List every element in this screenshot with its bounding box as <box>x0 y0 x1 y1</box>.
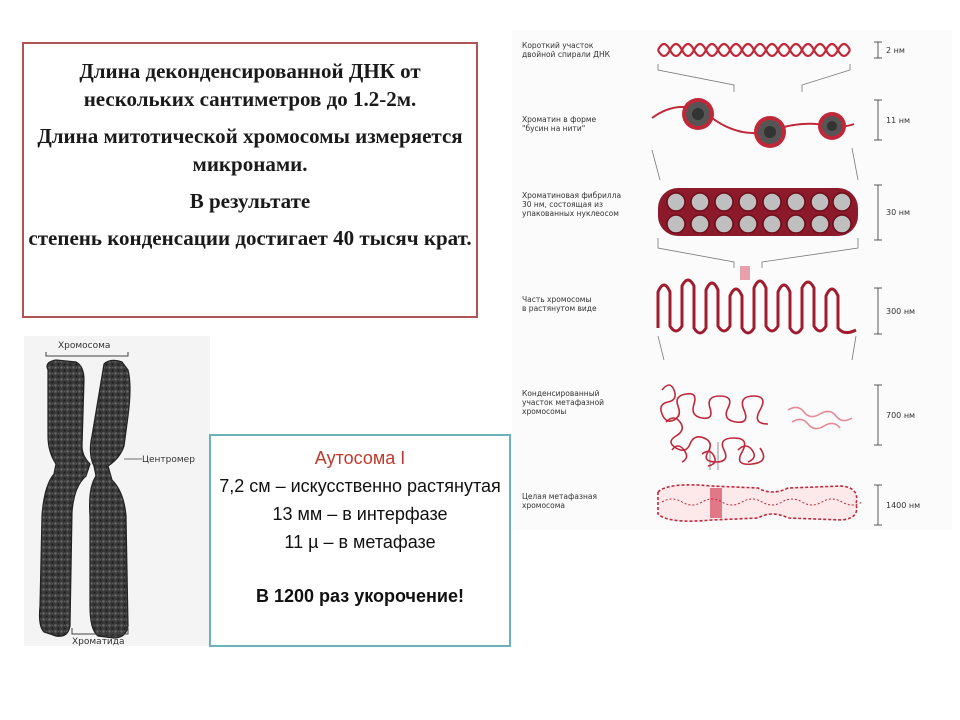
level5-label-b: участок метафазной <box>522 398 605 407</box>
scale-30nm: 30 нм <box>886 208 910 217</box>
scale-11nm: 11 нм <box>886 116 910 125</box>
level5-label-a: Конденсированный <box>522 389 600 398</box>
condensation-text-box <box>22 42 478 318</box>
stretched-length: 7,2 см – искусственно растянутая <box>219 476 501 496</box>
scale-1400nm: 1400 нм <box>886 501 921 510</box>
level3-label-b: 30 нм, состоящая из <box>522 200 603 209</box>
interphase-length: 13 мм – в интерфазе <box>272 504 448 524</box>
chromatid-label: Хроматида <box>72 637 125 646</box>
chromosome-length-text: Длина митотической хромосомы измеряется микронами. <box>37 124 463 176</box>
scale-700nm: 700 нм <box>886 411 916 420</box>
level4-label-b: в растянутом виде <box>522 304 597 313</box>
scale-2nm: 2 нм <box>886 46 905 55</box>
level4-label-a: Часть хромосомы <box>522 295 592 304</box>
dna-length-text: Длина деконденсированной ДНК от нескольких сантиметров до 1.2-2м. <box>79 59 421 111</box>
level6-label-a: Целая метафазная <box>522 492 597 501</box>
level3-label-a: Хроматиновая фибрилла <box>522 191 622 200</box>
metaphase-length: 11 µ – в метафазе <box>284 532 436 552</box>
chromatin-fibre <box>658 188 858 236</box>
level6-label-b: хромосома <box>522 501 566 510</box>
level1-label-b: двойной спирали ДНК <box>522 50 610 59</box>
level5-label-c: хромосомы <box>522 407 567 416</box>
condensation-degree-text: степень конденсации достигает 40 тысяч крат. <box>28 226 472 250</box>
metaphase-chromosome <box>658 485 862 521</box>
autosome-box <box>209 434 511 647</box>
level3-label-c: упакованных нуклеосом <box>522 209 619 218</box>
chromosome-label: Хромосома <box>58 341 111 351</box>
level2-label-a: Хроматин в форме <box>522 115 597 124</box>
autosome-title: Аутосома I <box>314 448 406 468</box>
chromosome-figure <box>24 336 210 646</box>
chromatin-packing-figure <box>512 30 952 530</box>
level2-label-b: "бусин на нити" <box>522 124 586 133</box>
shortening-factor: В 1200 раз укорочение! <box>256 586 464 606</box>
scale-300nm: 300 нм <box>886 307 916 316</box>
level1-label-a: Короткий участок <box>522 41 594 50</box>
centromere-label: Центромер <box>142 455 195 465</box>
result-text: В результате <box>189 189 311 213</box>
